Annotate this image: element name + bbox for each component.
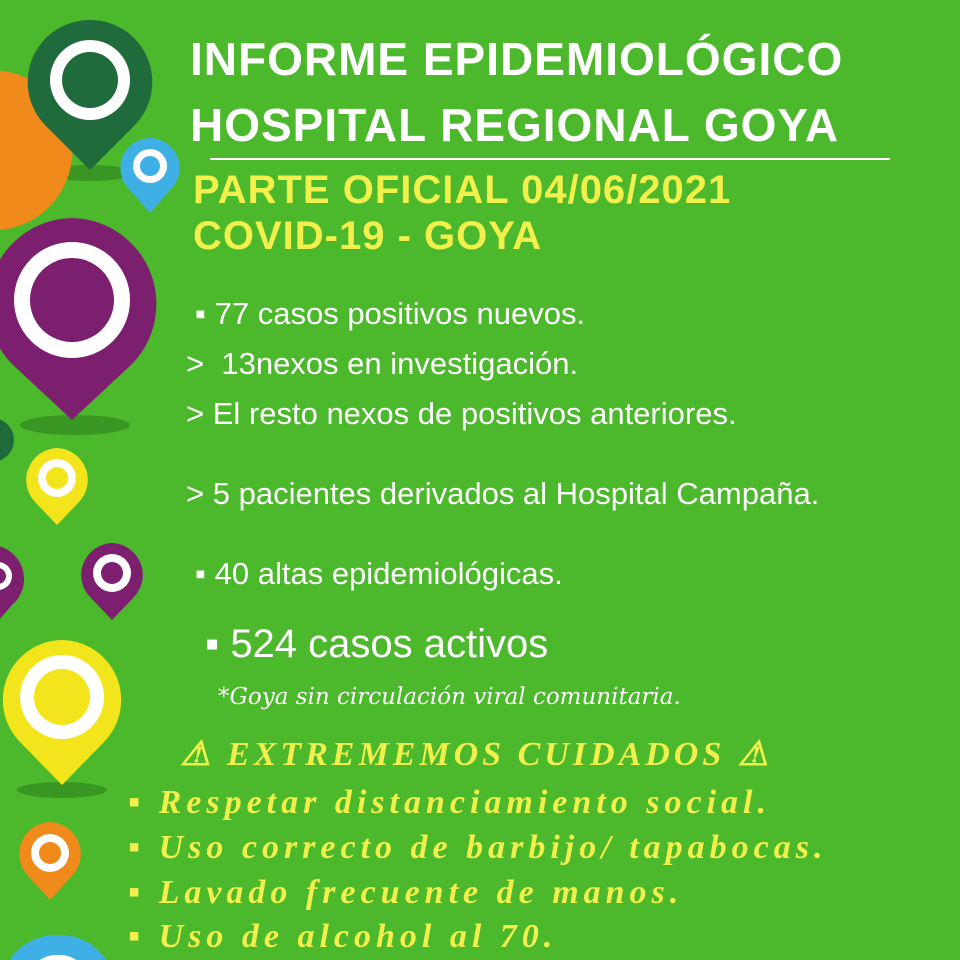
- bullet-marker: ▪: [128, 784, 146, 821]
- report-subject: COVID-19 - GOYA: [193, 214, 543, 258]
- advice-item: [128, 784, 771, 822]
- title-divider: [210, 158, 890, 160]
- report-line-text: 77 casos positivos nuevos.: [214, 296, 586, 331]
- report-line-text: 524 casos activos: [230, 622, 549, 666]
- report-line-previous-nexus: [186, 396, 737, 432]
- report-line-discharges: [195, 556, 563, 592]
- hospital-name: HOSPITAL REGIONAL GOYA: [190, 99, 840, 151]
- advice-item: [128, 918, 557, 956]
- report-line-text: 13nexos en investigación.: [221, 346, 579, 381]
- advice-item: [128, 829, 827, 867]
- report-title: INFORME EPIDEMIOLÓGICO: [190, 33, 844, 85]
- pin-shadow: [20, 415, 130, 435]
- report-line-investigation: [186, 346, 578, 382]
- report-line-text: 5 pacientes derivados al Hospital Campaña.: [212, 476, 820, 511]
- official-report-date: PARTE OFICIAL 04/06/2021: [193, 168, 732, 212]
- bullet-marker: ▪: [128, 829, 146, 866]
- bullet-marker: ▪: [205, 622, 220, 666]
- arrow-marker: >: [186, 396, 205, 431]
- bullet-marker: ▪: [195, 556, 206, 591]
- advice-item: [128, 874, 683, 912]
- advice-text: Uso de alcohol al 70.: [158, 918, 558, 955]
- bullet-marker: ▪: [128, 918, 146, 955]
- bullet-marker: ▪: [195, 296, 206, 331]
- map-pin-icon: [0, 418, 14, 462]
- arrow-marker: >: [186, 476, 205, 511]
- report-line-new-cases: [195, 296, 585, 332]
- warning-heading: ⚠ EXTREMEMOS CUIDADOS ⚠: [180, 736, 773, 773]
- bullet-marker: ▪: [128, 874, 146, 911]
- advice-text: Respetar distanciamiento social.: [158, 784, 771, 821]
- arrow-marker: >: [186, 346, 205, 381]
- report-line-text: El resto nexos de positivos anteriores.: [212, 396, 737, 431]
- circulation-note: *Goya sin circulación viral comunitaria.: [218, 684, 681, 710]
- report-line-active-cases: [205, 622, 548, 667]
- advice-text: Uso correcto de barbijo/ tapabocas.: [158, 829, 828, 866]
- report-line-derived-patients: [186, 476, 819, 512]
- advice-text: Lavado frecuente de manos.: [158, 874, 684, 911]
- report-line-text: 40 altas epidemiológicas.: [214, 556, 563, 591]
